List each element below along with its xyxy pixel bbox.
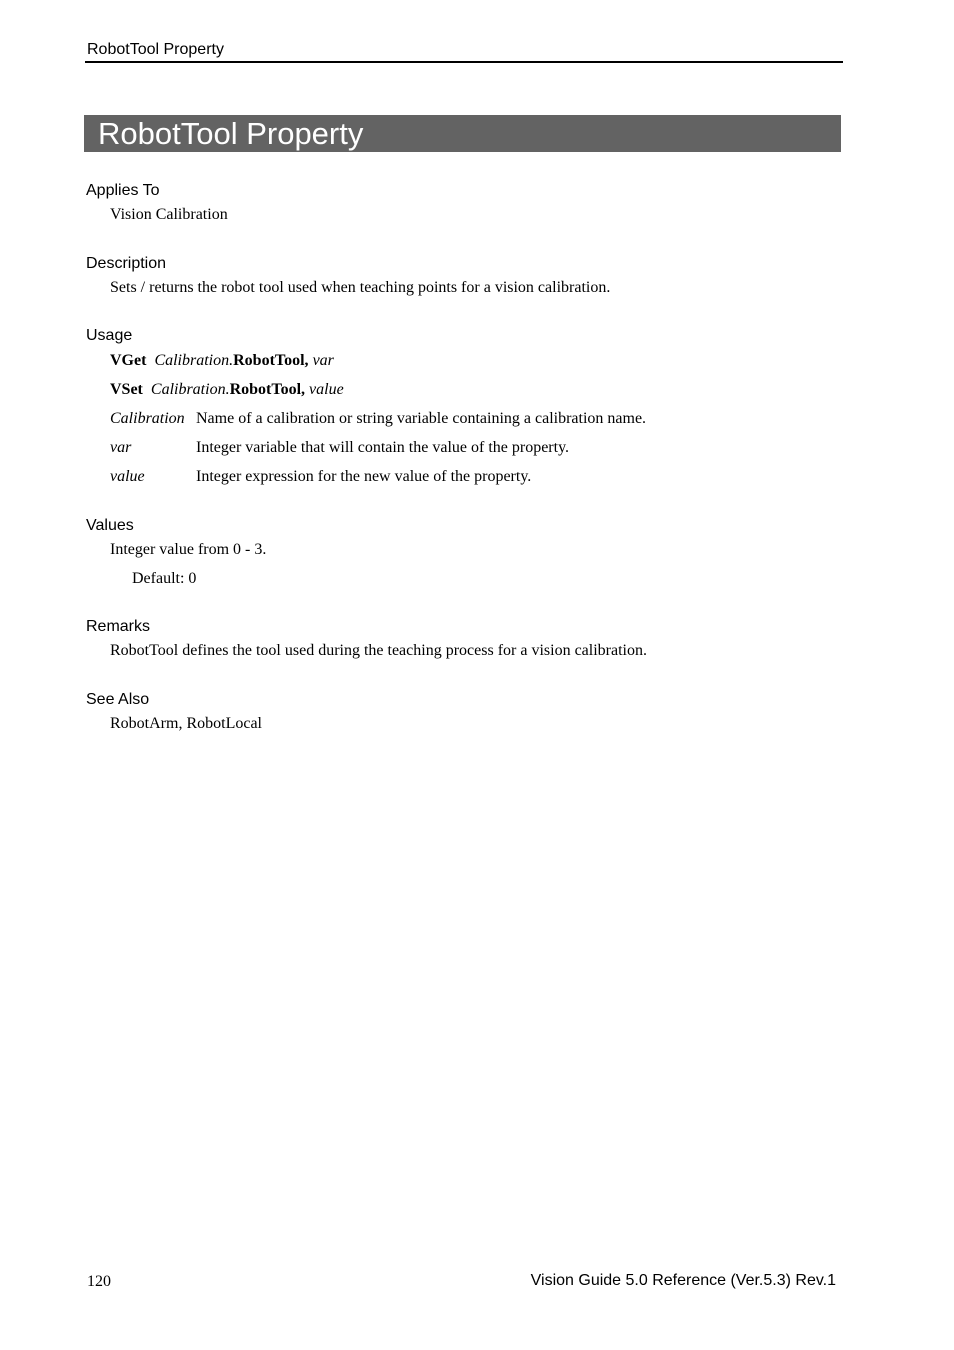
- param-desc: Name of a calibration or string variable containing a calibration name.: [196, 410, 647, 427]
- vset-command: VSet: [110, 381, 143, 398]
- page-title: RobotTool Property: [98, 116, 364, 151]
- vset-object: Calibration.: [150, 381, 230, 398]
- usage-vget-line: [110, 351, 334, 371]
- values-heading: Values: [86, 517, 134, 534]
- values-text: Integer value from 0 - 3.: [110, 541, 267, 558]
- description-text: Sets / returns the robot tool used when teaching points for a vision calibration.: [110, 279, 611, 296]
- usage-vset-line: [110, 380, 344, 400]
- running-header: RobotTool Property: [85, 40, 843, 63]
- remarks-heading: Remarks: [86, 618, 151, 635]
- vget-command: VGet: [110, 352, 147, 369]
- see-also-heading: See Also: [86, 691, 150, 708]
- param-desc: Integer variable that will contain the value of the property.: [196, 439, 570, 456]
- footer-doc-title: Vision Guide 5.0 Reference (Ver.5.3) Rev.1: [530, 1272, 836, 1289]
- description-heading: Description: [86, 255, 167, 272]
- title-bar: [84, 115, 841, 152]
- page-number: 120: [87, 1273, 111, 1290]
- usage-heading: Usage: [86, 327, 133, 344]
- see-also-text: RobotArm, RobotLocal: [110, 715, 262, 732]
- param-name: Calibration: [110, 410, 185, 427]
- remarks-text: RobotTool defines the tool used during the teaching process for a vision calibration.: [110, 642, 647, 659]
- vset-property: RobotTool,: [229, 381, 306, 398]
- applies-to-text: Vision Calibration: [110, 206, 228, 223]
- vget-object: Calibration.: [154, 352, 234, 369]
- param-name: var: [110, 439, 132, 456]
- vget-argument: var: [312, 352, 334, 369]
- applies-to-heading: Applies To: [86, 182, 160, 199]
- vset-argument: value: [309, 381, 344, 398]
- param-desc: Integer expression for the new value of the property.: [196, 468, 532, 485]
- param-name: value: [110, 468, 145, 485]
- values-default: Default: 0: [132, 570, 197, 587]
- vget-property: RobotTool,: [233, 352, 309, 369]
